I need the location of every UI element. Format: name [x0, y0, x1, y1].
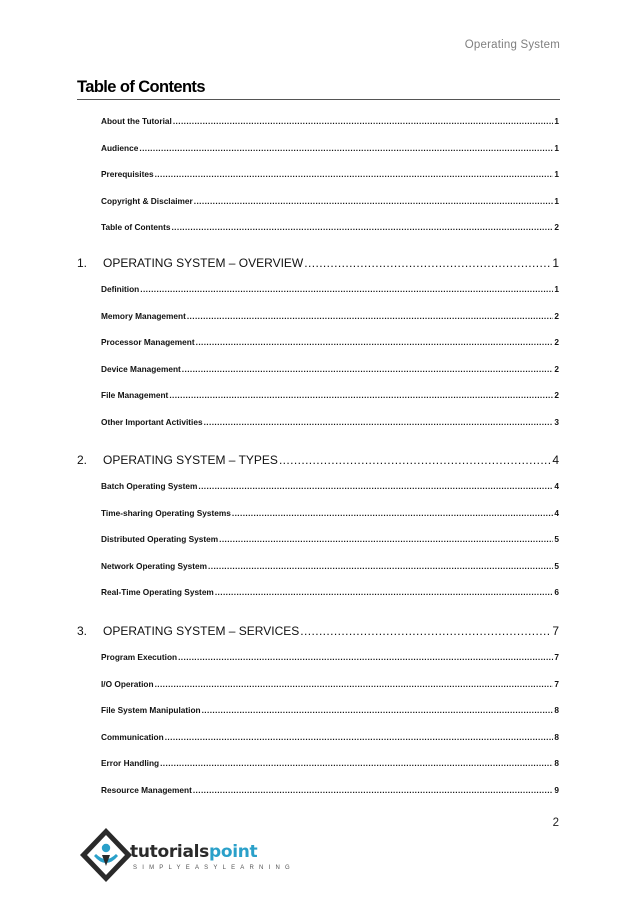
- toc-section-entry[interactable]: [101, 169, 559, 179]
- chapter-title: OPERATING SYSTEM – SERVICES: [103, 624, 300, 638]
- chapter-number: 3.: [77, 624, 88, 638]
- dot-leader: [173, 116, 554, 126]
- section-label: Time-sharing Operating Systems: [101, 507, 231, 518]
- dot-leader: [198, 481, 553, 491]
- entry-page-number: 1: [554, 195, 559, 206]
- logo-word-accent: point: [208, 842, 258, 862]
- entry-page-number: 5: [554, 560, 559, 571]
- section-label: Device Management: [101, 363, 181, 374]
- toc-section-entry[interactable]: [101, 481, 559, 491]
- section-label: Processor Management: [101, 337, 195, 348]
- dot-leader: [140, 284, 553, 294]
- entry-page-number: 4: [554, 481, 559, 491]
- dot-leader: [178, 652, 553, 662]
- toc-section-entry[interactable]: [101, 364, 559, 374]
- section-label: Prerequisites: [101, 169, 154, 180]
- dot-leader: [182, 364, 554, 374]
- section-label: File Management: [101, 390, 169, 401]
- toc-section-entry[interactable]: [101, 652, 559, 662]
- section-label: About the Tutorial: [101, 116, 172, 126]
- dot-leader: [204, 417, 554, 427]
- toc-section-entry[interactable]: [101, 390, 559, 400]
- section-label: File System Manipulation: [101, 705, 201, 716]
- toc-section-entry[interactable]: [101, 222, 559, 232]
- title-divider: [77, 99, 560, 100]
- toc-section-entry[interactable]: [101, 758, 559, 768]
- dot-leader: [169, 390, 553, 400]
- entry-page-number: 8: [554, 705, 559, 716]
- page-number: 2: [552, 817, 559, 829]
- dot-leader: [304, 256, 551, 270]
- section-label: Network Operating System: [101, 560, 208, 571]
- dot-leader: [196, 337, 554, 347]
- entry-page-number: 4: [554, 507, 559, 518]
- logo-wordmark: [130, 842, 257, 862]
- entry-page-number: 7: [554, 652, 559, 662]
- toc-section-entry[interactable]: [101, 534, 559, 544]
- dot-leader: [219, 534, 553, 544]
- chapter-title: OPERATING SYSTEM – TYPES: [103, 453, 278, 467]
- dot-leader: [193, 785, 554, 795]
- toc-section-entry[interactable]: [101, 311, 559, 321]
- logo-emblem-icon: [78, 826, 134, 884]
- entry-page-number: 1: [554, 116, 559, 126]
- entry-page-number: 2: [554, 310, 559, 321]
- entry-page-number: 3: [554, 417, 559, 427]
- toc-section-entry[interactable]: [101, 143, 559, 153]
- section-label: Memory Management: [101, 310, 186, 321]
- toc-section-entry[interactable]: [101, 196, 559, 206]
- entry-page-number: 1: [554, 142, 559, 153]
- toc-section-entry[interactable]: [101, 732, 559, 742]
- section-label: Other Important Activities: [101, 417, 203, 427]
- section-label: I/O Operation: [101, 678, 154, 689]
- logo-tagline: SIMPLYEASYLEARNING: [133, 865, 295, 871]
- entry-page-number: 1: [554, 284, 559, 294]
- entry-page-number: 1: [554, 169, 559, 180]
- dot-leader: [215, 587, 554, 597]
- entry-page-number: 2: [554, 363, 559, 374]
- entry-page-number: 2: [554, 390, 559, 401]
- tutorialspoint-logo: [78, 826, 295, 884]
- chapter-title: OPERATING SYSTEM – OVERVIEW: [103, 256, 304, 270]
- section-label: Communication: [101, 731, 164, 742]
- entry-page-number: 8: [554, 731, 559, 742]
- entry-page-number: 5: [554, 534, 559, 545]
- entry-page-number: 9: [554, 785, 559, 795]
- section-label: Real-Time Operating System: [101, 587, 214, 598]
- entry-page-number: 7: [554, 678, 559, 689]
- section-label: Table of Contents: [101, 222, 171, 233]
- dot-leader: [155, 679, 554, 689]
- section-label: Audience: [101, 142, 139, 153]
- dot-leader: [202, 705, 554, 715]
- toc-section-entry[interactable]: [101, 337, 559, 347]
- toc-chapter-entry[interactable]: [77, 624, 559, 638]
- toc-section-entry[interactable]: [101, 284, 559, 294]
- toc-section-entry[interactable]: [101, 561, 559, 571]
- running-header: Operating System: [464, 39, 560, 51]
- toc-section-entry[interactable]: [101, 587, 559, 597]
- toc-section-entry[interactable]: [101, 116, 559, 126]
- toc-section-entry[interactable]: [101, 417, 559, 427]
- toc-title: Table of Contents: [77, 78, 205, 96]
- section-label: Program Execution: [101, 652, 178, 662]
- entry-page-number: 8: [554, 758, 559, 769]
- dot-leader: [155, 169, 554, 179]
- toc-chapter-entry[interactable]: [77, 256, 559, 270]
- dot-leader: [160, 758, 553, 768]
- section-label: Batch Operating System: [101, 481, 198, 491]
- section-label: Distributed Operating System: [101, 534, 219, 545]
- dot-leader: [194, 196, 554, 206]
- dot-leader: [232, 508, 554, 518]
- section-label: Resource Management: [101, 785, 192, 795]
- toc-section-entry[interactable]: [101, 508, 559, 518]
- entry-page-number: 7: [552, 624, 559, 638]
- dot-leader: [165, 732, 554, 742]
- entry-page-number: 4: [552, 453, 559, 467]
- dot-leader: [208, 561, 553, 571]
- toc-section-entry[interactable]: [101, 679, 559, 689]
- section-label: Error Handling: [101, 758, 160, 769]
- dot-leader: [171, 222, 553, 232]
- entry-page-number: 6: [554, 587, 559, 598]
- chapter-number: 2.: [77, 453, 88, 467]
- dot-leader: [300, 624, 551, 638]
- chapter-number: 1.: [77, 256, 88, 270]
- toc-section-entry[interactable]: [101, 705, 559, 715]
- dot-leader: [139, 143, 553, 153]
- entry-page-number: 1: [552, 256, 559, 270]
- entry-page-number: 2: [554, 337, 559, 348]
- dot-leader: [187, 311, 554, 321]
- dot-leader: [279, 453, 551, 467]
- toc-chapter-entry[interactable]: [77, 453, 559, 467]
- logo-word-main: tutorials: [130, 842, 209, 862]
- entry-page-number: 2: [554, 222, 559, 233]
- section-label: Definition: [101, 284, 140, 294]
- toc-section-entry[interactable]: [101, 785, 559, 795]
- section-label: Copyright & Disclaimer: [101, 195, 193, 206]
